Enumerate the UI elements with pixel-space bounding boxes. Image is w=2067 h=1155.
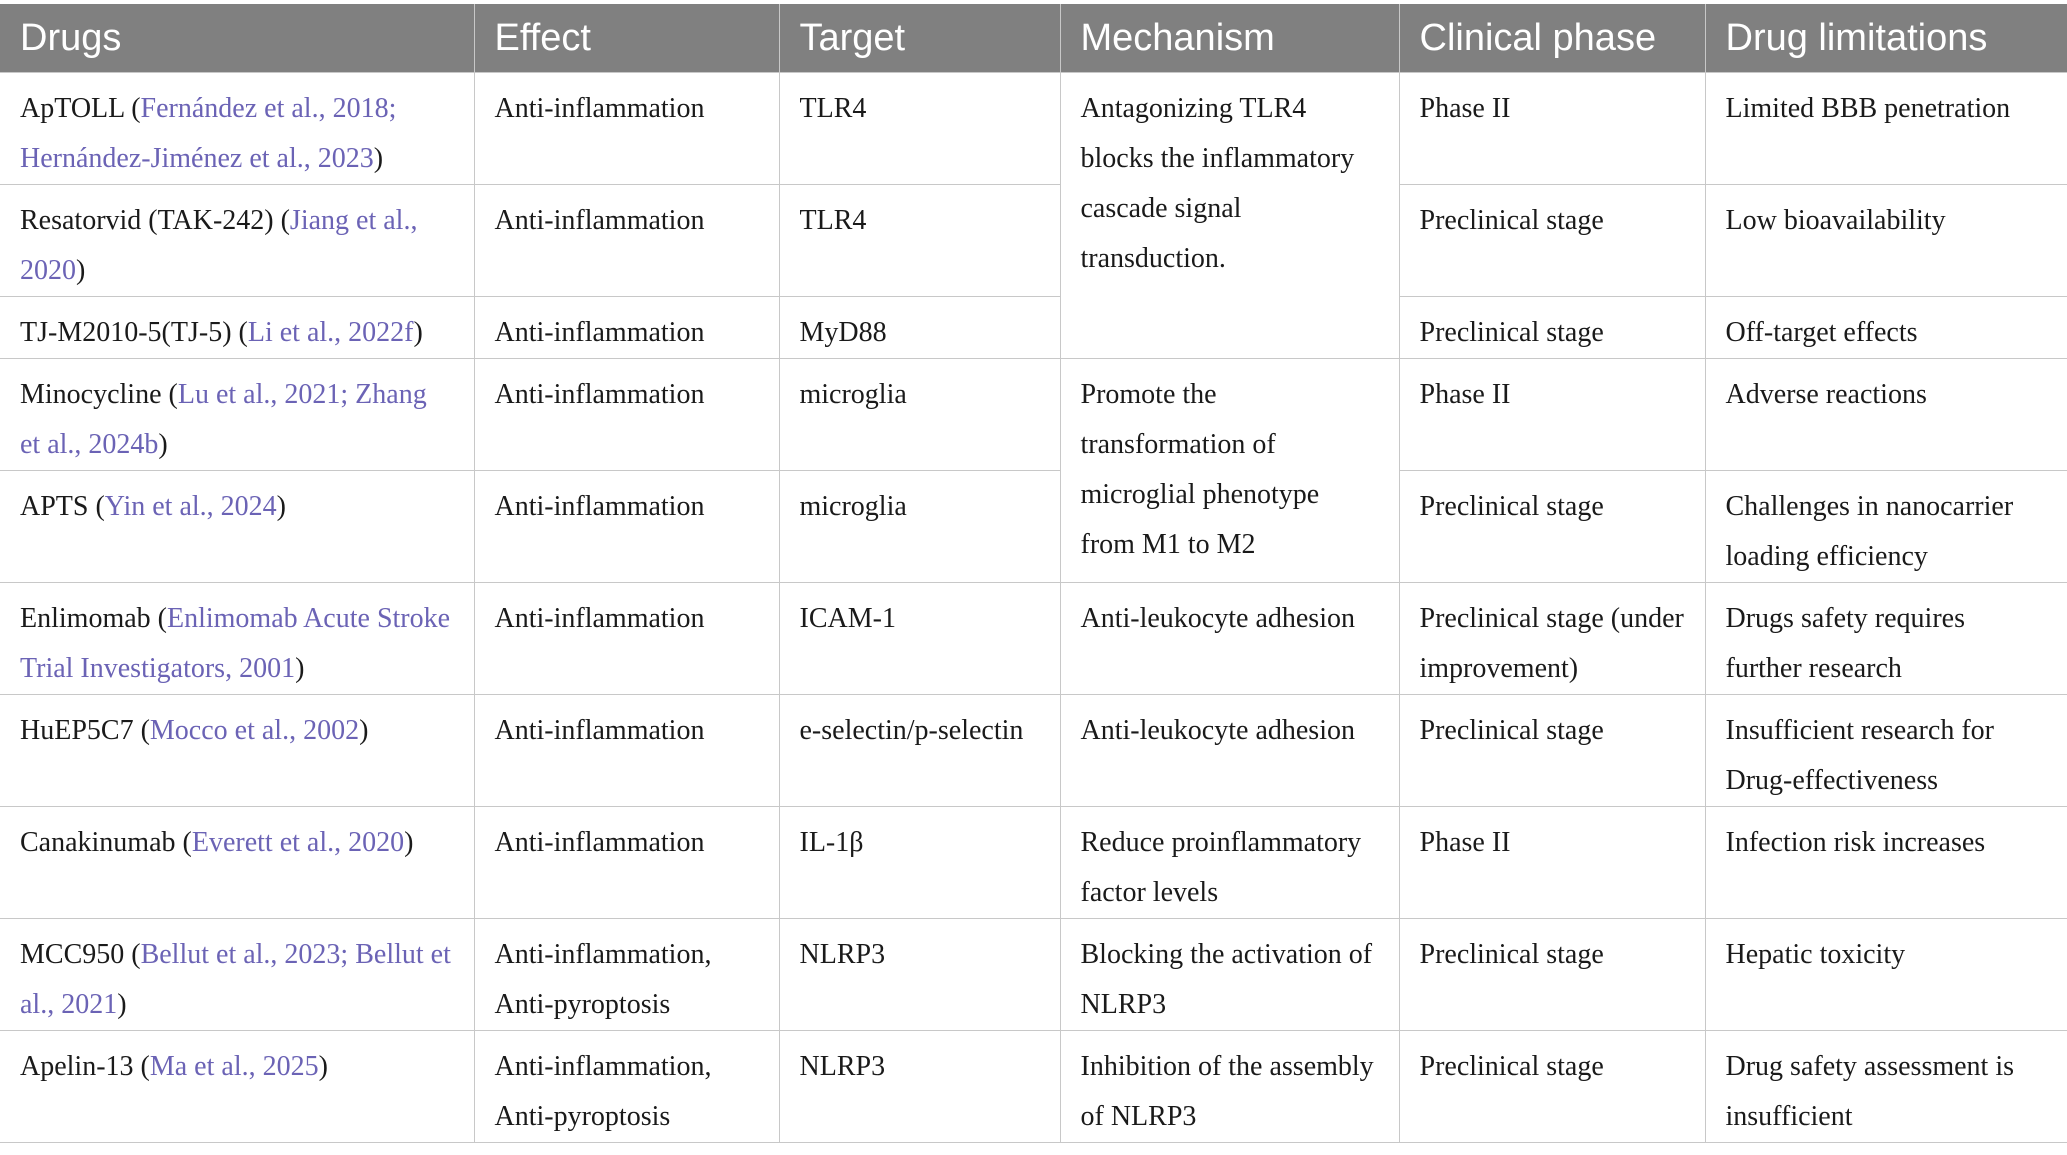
table-row <box>0 185 2067 297</box>
mechanism-cell: Inhibition of the assembly of NLRP3 <box>1060 1031 1399 1143</box>
limitation-cell: Limited BBB penetration <box>1705 73 2067 185</box>
header-target: Target <box>779 4 1060 73</box>
drug-cell: HuEP5C7 (Mocco et al., 2002) <box>0 695 474 807</box>
table-row <box>0 807 2067 919</box>
limitation-cell: Hepatic toxicity <box>1705 919 2067 1031</box>
phase-cell: Preclinical stage <box>1399 1031 1705 1143</box>
table-row <box>0 471 2067 583</box>
mechanism-cell: Anti-leukocyte adhesion <box>1060 695 1399 807</box>
target-cell: microglia <box>779 359 1060 471</box>
target-cell: NLRP3 <box>779 1031 1060 1143</box>
effect-cell: Anti-inflammation, Anti-pyroptosis <box>474 919 779 1031</box>
target-cell: ICAM-1 <box>779 583 1060 695</box>
limitation-cell: Drug safety assessment is insufficient <box>1705 1031 2067 1143</box>
reference-link[interactable]: Li et al., 2022f <box>247 317 414 348</box>
target-cell: NLRP3 <box>779 919 1060 1031</box>
effect-cell: Anti-inflammation <box>474 73 779 185</box>
mechanism-cell: Blocking the activation of NLRP3 <box>1060 919 1399 1031</box>
effect-cell: Anti-inflammation <box>474 185 779 297</box>
limitation-cell: Infection risk increases <box>1705 807 2067 919</box>
phase-cell: Phase II <box>1399 807 1705 919</box>
table-row <box>0 73 2067 185</box>
reference-link[interactable]: Ma et al., 2025 <box>149 1051 319 1082</box>
target-cell: e-selectin/p-selectin <box>779 695 1060 807</box>
limitation-cell: Insufficient research for Drug-effectiveness <box>1705 695 2067 807</box>
effect-cell: Anti-inflammation <box>474 583 779 695</box>
phase-cell: Preclinical stage <box>1399 297 1705 359</box>
mechanism-cell: Promote the transformation of microglial phenotype from M1 to M2 <box>1060 359 1399 583</box>
table-row <box>0 297 2067 359</box>
effect-cell: Anti-inflammation, Anti-pyroptosis <box>474 1031 779 1143</box>
reference-link[interactable]: Enlimomab Acute Stroke Trial Investigators, 2001 <box>20 603 451 684</box>
reference-link[interactable]: Fernández et al., 2018; Hernández-Jiménez et al., 2023 <box>20 93 397 174</box>
drug-name: MCC950 <box>20 939 125 970</box>
target-cell: MyD88 <box>779 297 1060 359</box>
table-row <box>0 919 2067 1031</box>
header-drugs: Drugs <box>0 4 474 73</box>
target-cell: IL-1β <box>779 807 1060 919</box>
phase-cell: Phase II <box>1399 73 1705 185</box>
mechanism-cell: Anti-leukocyte adhesion <box>1060 583 1399 695</box>
drug-name: Apelin-13 <box>20 1051 134 1082</box>
drug-cell: Apelin-13 (Ma et al., 2025) <box>0 1031 474 1143</box>
limitation-cell: Off-target effects <box>1705 297 2067 359</box>
reference-link[interactable]: Yin et al., 2024 <box>104 491 277 522</box>
reference-link[interactable]: Lu et al., 2021; Zhang et al., 2024b <box>20 379 427 460</box>
table-row <box>0 695 2067 807</box>
drug-cell: Minocycline (Lu et al., 2021; Zhang et al., 2024b) <box>0 359 474 471</box>
table-row <box>0 359 2067 471</box>
reference-link[interactable]: Mocco et al., 2002 <box>149 715 360 746</box>
drug-name: TJ-M2010-5(TJ-5) <box>20 317 232 348</box>
effect-cell: Anti-inflammation <box>474 359 779 471</box>
header-effect: Effect <box>474 4 779 73</box>
drug-name: APTS <box>20 491 89 522</box>
drug-cell: MCC950 (Bellut et al., 2023; Bellut et al., 2021) <box>0 919 474 1031</box>
drug-name: Resatorvid (TAK-242) <box>20 205 274 236</box>
reference-link[interactable]: Jiang et al., 2020 <box>20 205 418 286</box>
reference-link[interactable]: Everett et al., 2020 <box>191 827 405 858</box>
effect-cell: Anti-inflammation <box>474 471 779 583</box>
drug-name: Canakinumab <box>20 827 176 858</box>
phase-cell: Preclinical stage <box>1399 695 1705 807</box>
limitation-cell: Drugs safety requires further research <box>1705 583 2067 695</box>
phase-cell: Preclinical stage <box>1399 919 1705 1031</box>
drug-table <box>0 4 2067 1143</box>
table-row <box>0 1031 2067 1143</box>
mechanism-cell: Antagonizing TLR4 blocks the inflammatory cascade signal transduction. <box>1060 73 1399 359</box>
table-row <box>0 583 2067 695</box>
drug-cell: Canakinumab (Everett et al., 2020) <box>0 807 474 919</box>
limitation-cell: Low bioavailability <box>1705 185 2067 297</box>
drug-cell: Enlimomab (Enlimomab Acute Stroke Trial Investigators, 2001) <box>0 583 474 695</box>
header-clinical-phase: Clinical phase <box>1399 4 1705 73</box>
target-cell: TLR4 <box>779 185 1060 297</box>
header-row <box>0 4 2067 73</box>
phase-cell: Preclinical stage (under improvement) <box>1399 583 1705 695</box>
mechanism-cell: Reduce proinflammatory factor levels <box>1060 807 1399 919</box>
drug-name: HuEP5C7 <box>20 715 134 746</box>
drug-cell: TJ-M2010-5(TJ-5) (Li et al., 2022f) <box>0 297 474 359</box>
drug-cell: ApTOLL (Fernández et al., 2018; Hernández-Jiménez et al., 2023) <box>0 73 474 185</box>
reference-link[interactable]: Bellut et al., 2023; Bellut et al., 2021 <box>20 939 451 1020</box>
header-drug-limitations: Drug limitations <box>1705 4 2067 73</box>
limitation-cell: Adverse reactions <box>1705 359 2067 471</box>
phase-cell: Preclinical stage <box>1399 185 1705 297</box>
drug-cell: Resatorvid (TAK-242) (Jiang et al., 2020) <box>0 185 474 297</box>
effect-cell: Anti-inflammation <box>474 695 779 807</box>
target-cell: TLR4 <box>779 73 1060 185</box>
phase-cell: Preclinical stage <box>1399 471 1705 583</box>
target-cell: microglia <box>779 471 1060 583</box>
phase-cell: Phase II <box>1399 359 1705 471</box>
drug-cell: APTS (Yin et al., 2024) <box>0 471 474 583</box>
drug-name: Minocycline <box>20 379 162 410</box>
drug-name: Enlimomab <box>20 603 151 634</box>
drug-name: ApTOLL <box>20 93 125 124</box>
effect-cell: Anti-inflammation <box>474 807 779 919</box>
limitation-cell: Challenges in nanocarrier loading efficiency <box>1705 471 2067 583</box>
header-mechanism: Mechanism <box>1060 4 1399 73</box>
effect-cell: Anti-inflammation <box>474 297 779 359</box>
